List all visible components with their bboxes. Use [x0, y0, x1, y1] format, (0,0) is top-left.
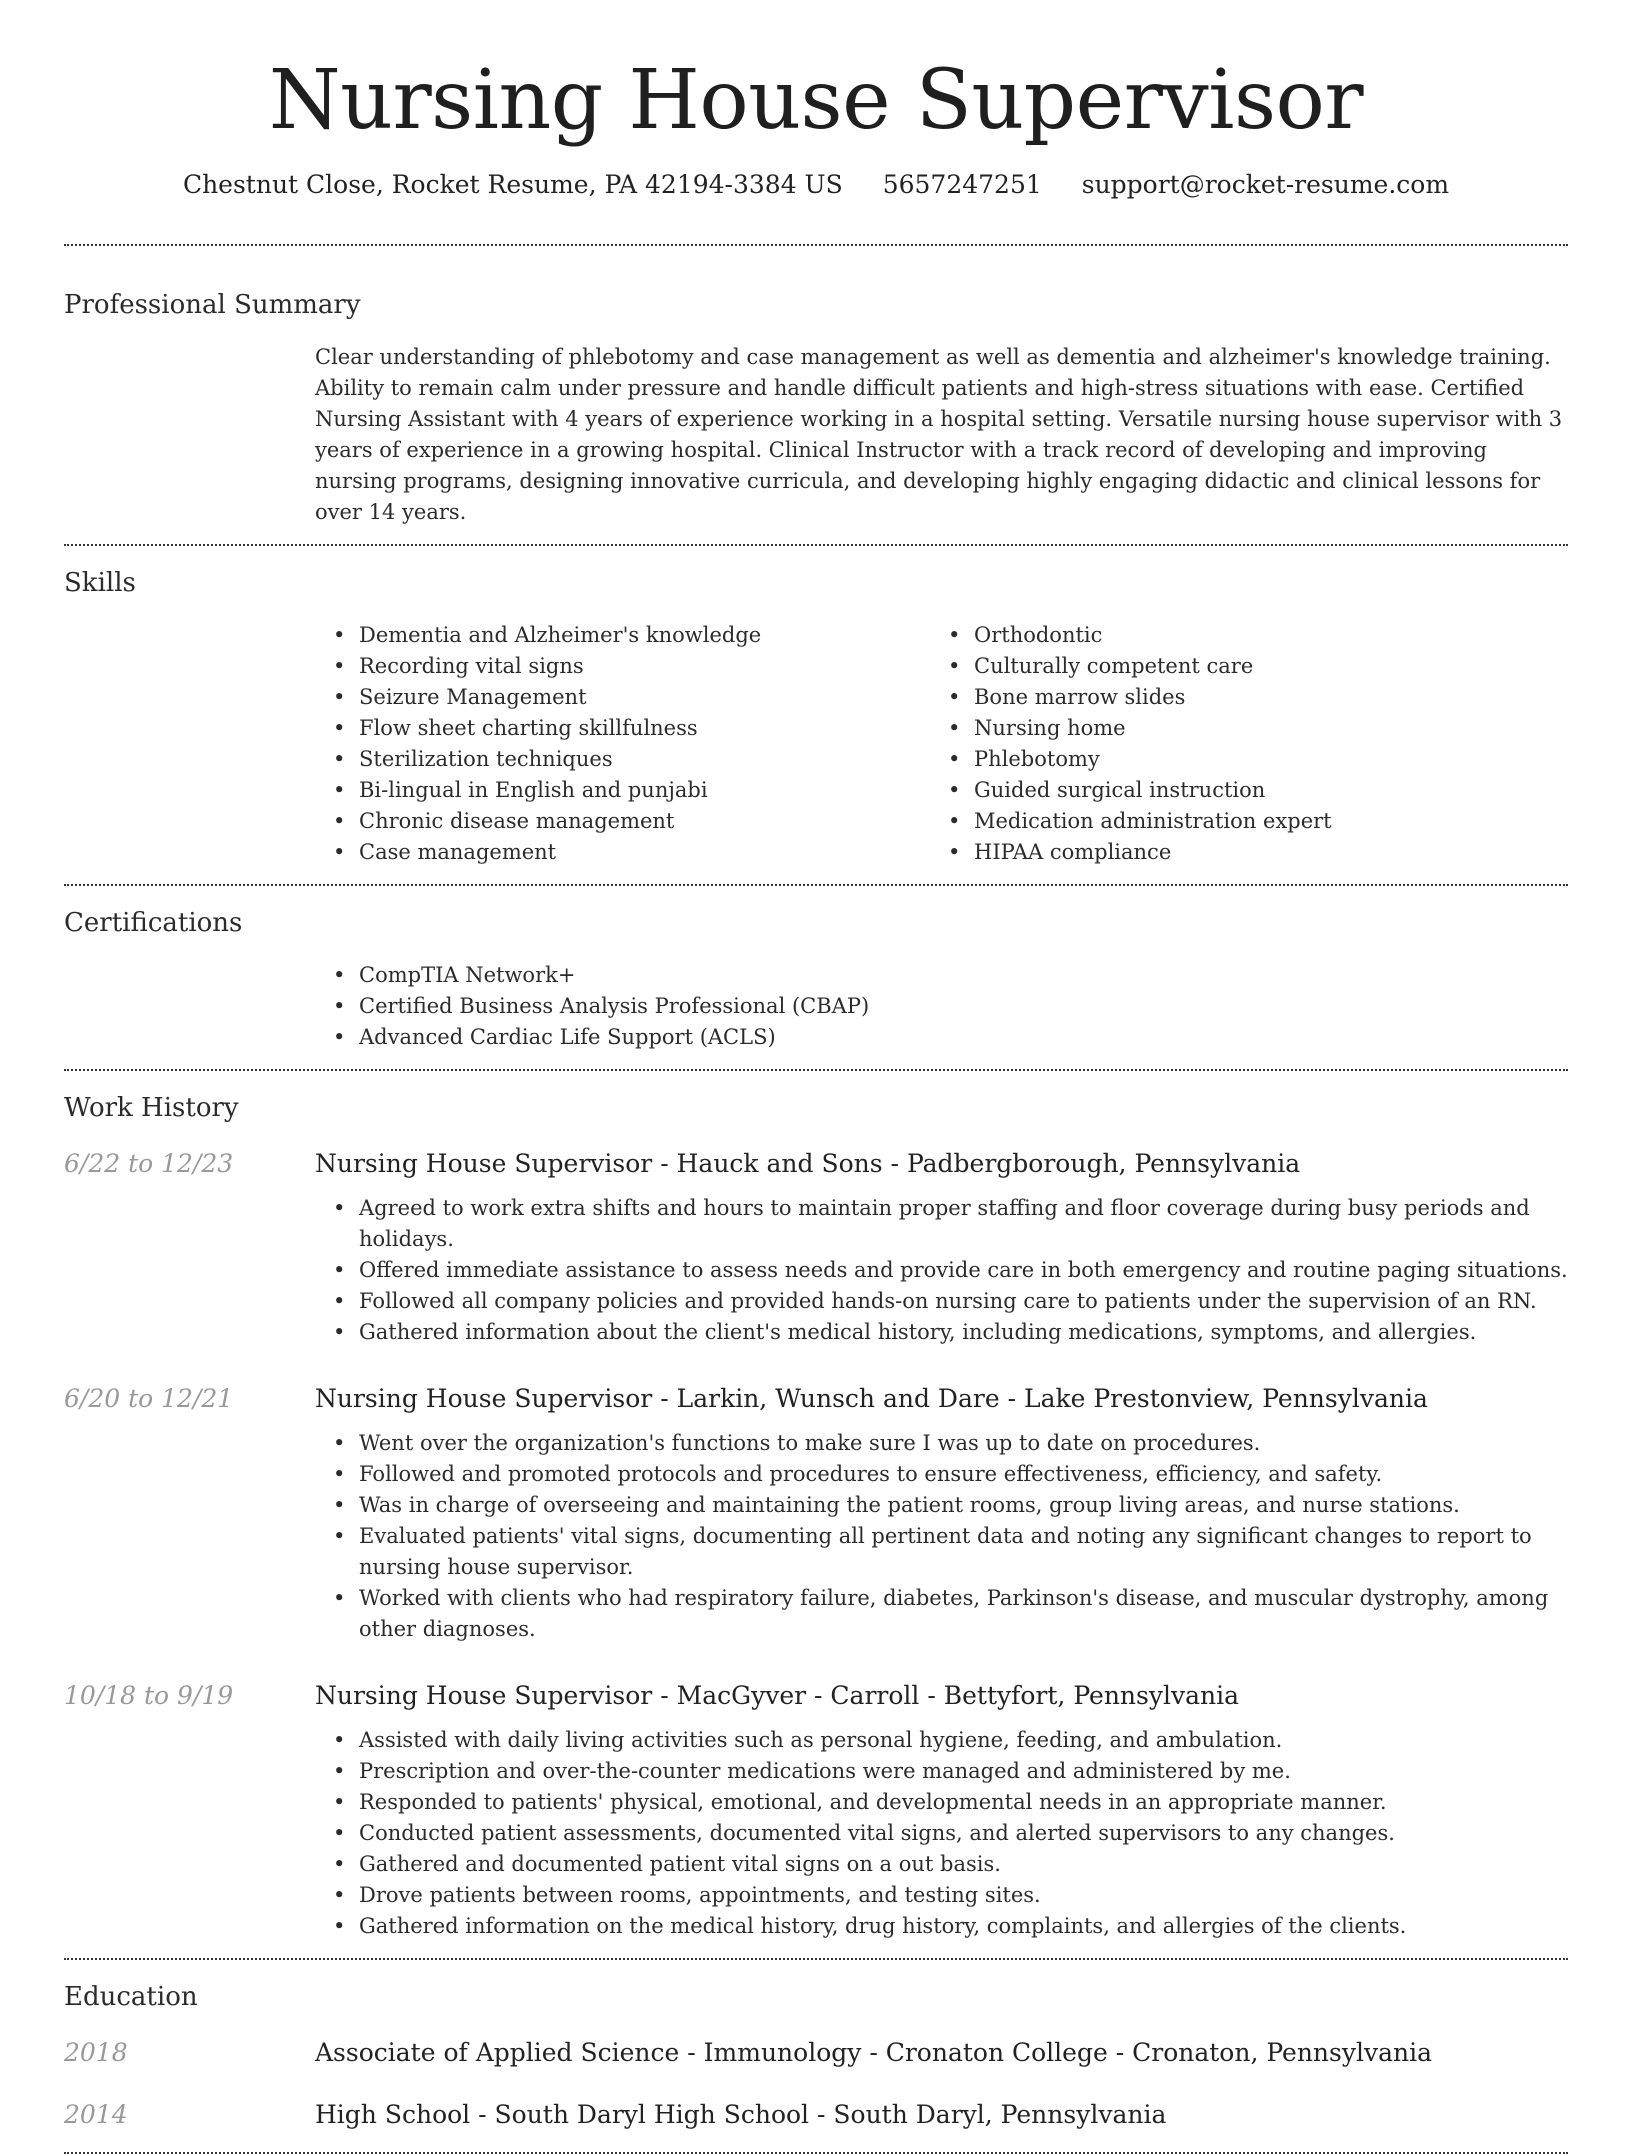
resume-page — [64, 0, 1568, 2129]
job-company: Larkin, Wunsch and Dare — [676, 1384, 1000, 1413]
job-duty-item: • Gathered information on the medical history, drug history, complaints, and allergies of the clients. — [315, 1911, 1568, 1942]
job-entry — [64, 1147, 1568, 1348]
job-role: Nursing House Supervisor — [315, 1149, 653, 1178]
section-title-skills: Skills — [64, 568, 136, 598]
divider — [64, 1958, 1568, 1960]
education-list — [64, 2036, 1568, 2132]
phone: 5657247251 — [882, 170, 1042, 199]
skill-item: • Guided surgical instruction — [930, 775, 1545, 806]
section-title-certifications: Certifications — [64, 908, 243, 938]
job-dates: 6/22 to 12/23 — [64, 1149, 234, 1178]
skills-list-left — [315, 620, 930, 868]
job-duty-item: • Was in charge of overseeing and maintaining the patient rooms, group living areas, and nurse stations. — [315, 1490, 1568, 1521]
job-duty-item: • Gathered and documented patient vital signs on a out basis. — [315, 1849, 1568, 1880]
education-entry — [64, 2036, 1568, 2070]
job-duties-list — [315, 1428, 1568, 1645]
job-duty-item: • Drove patients between rooms, appointments, and testing sites. — [315, 1880, 1568, 1911]
job-duty-item: • Followed and promoted protocols and procedures to ensure effectiveness, efficiency, and safety. — [315, 1459, 1568, 1490]
skill-item: • Flow sheet charting skillfulness — [315, 713, 930, 744]
job-role: Nursing House Supervisor — [315, 1384, 653, 1413]
education-school: Cronaton College — [885, 2038, 1108, 2067]
skill-item: • Chronic disease management — [315, 806, 930, 837]
job-heading: Nursing House Supervisor - Larkin, Wunsch and Dare - Lake Prestonview, Pennsylvania — [315, 1384, 1428, 1413]
job-heading: Nursing House Supervisor - Hauck and Sons - Padbergborough, Pennsylvania — [315, 1149, 1301, 1178]
job-duties-list — [315, 1193, 1568, 1348]
certification-item: • Certified Business Analysis Professional (CBAP) — [315, 991, 1568, 1022]
education-school: South Daryl High School — [494, 2100, 810, 2129]
job-role: Nursing House Supervisor — [315, 1681, 653, 1710]
skill-item: • HIPAA compliance — [930, 837, 1545, 868]
section-title-education: Education — [64, 1982, 198, 2012]
job-heading: Nursing House Supervisor - MacGyver - Carroll - Bettyfort, Pennsylvania — [315, 1681, 1240, 1710]
skill-item: • Culturally competent care — [930, 651, 1545, 682]
job-entry — [64, 1679, 1568, 1942]
divider — [64, 244, 1568, 246]
skill-item: • Dementia and Alzheimer's knowledge — [315, 620, 930, 651]
skill-item: • Bi-lingual in English and punjabi — [315, 775, 930, 806]
job-duty-item: • Conducted patient assessments, documented vital signs, and alerted supervisors to any changes. — [315, 1818, 1568, 1849]
job-duty-item: • Agreed to work extra shifts and hours to maintain proper staffing and floor coverage during busy periods and holidays. — [315, 1193, 1568, 1255]
job-company: MacGyver - Carroll — [676, 1681, 920, 1710]
job-duty-item: • Offered immediate assistance to assess needs and provide care in both emergency and routine paging situations. — [315, 1255, 1568, 1286]
section-summary — [64, 288, 1568, 528]
job-duty-item: • Responded to patients' physical, emotional, and developmental needs in an appropriate manner. — [315, 1787, 1568, 1818]
job-dates: 10/18 to 9/19 — [64, 1681, 234, 1710]
section-title-work-history: Work History — [64, 1093, 239, 1123]
certifications-list — [315, 960, 1568, 1053]
skill-item: • Seizure Management — [315, 682, 930, 713]
email: support@rocket-resume.com — [1081, 170, 1450, 199]
certification-item: • CompTIA Network+ — [315, 960, 1568, 991]
education-entry — [64, 2098, 1568, 2132]
skill-item: • Medication administration expert — [930, 806, 1545, 837]
certification-item: • Advanced Cardiac Life Support (ACLS) — [315, 1022, 1568, 1053]
education-date: 2018 — [64, 2038, 128, 2067]
section-title-summary: Professional Summary — [64, 290, 361, 320]
education-location: South Daryl, Pennsylvania — [833, 2100, 1167, 2129]
education-date: 2014 — [64, 2100, 128, 2129]
summary-text: Clear understanding of phlebotomy and case management as well as dementia and alzheimer's knowledge training. Ability to remain calm under pressure and handle difficult patients and high-stress situations with ease. Certified Nursing Assistant with 4 years of experience working in a hospital setting. Versatile nursing house supervisor with 3 years of experience in a growing hospital. Clinical Instructor with a track record of developing and improving nursing programs, designing innovative curricula, and developing highly engaging didactic and clinical lessons for over 14 years. — [315, 345, 1563, 524]
job-location: Padbergborough, Pennsylvania — [906, 1149, 1301, 1178]
job-details — [315, 1147, 1568, 1348]
job-duty-item: • Followed all company policies and provided hands-on nursing care to patients under the supervision of an RN. — [315, 1286, 1568, 1317]
candidate-name: Nursing House Supervisor — [268, 53, 1364, 148]
job-duty-item: • Assisted with daily living activities such as personal hygiene, feeding, and ambulation. — [315, 1725, 1568, 1756]
section-work-history — [64, 1091, 1568, 1942]
skill-item: • Nursing home — [930, 713, 1545, 744]
job-dates: 6/20 to 12/21 — [64, 1384, 234, 1413]
skill-item: • Case management — [315, 837, 930, 868]
skill-item: • Sterilization techniques — [315, 744, 930, 775]
skills-columns — [315, 620, 1568, 868]
job-duty-item: • Went over the organization's functions to make sure I was up to date on procedures. — [315, 1428, 1568, 1459]
skills-list-right — [930, 620, 1545, 868]
section-skills — [64, 566, 1568, 868]
education-degree: Associate of Applied Science - Immunology — [315, 2038, 862, 2067]
job-duties-list — [315, 1725, 1568, 1942]
job-entry — [64, 1382, 1568, 1645]
contact-line — [64, 168, 1568, 202]
job-company: Hauck and Sons — [676, 1149, 883, 1178]
job-duty-item: • Worked with clients who had respiratory failure, diabetes, Parkinson's disease, and muscular dystrophy, among other diagnoses. — [315, 1583, 1568, 1645]
job-duty-item: • Gathered information about the client's medical history, including medications, symptoms, and allergies. — [315, 1317, 1568, 1348]
job-location: Bettyfort, Pennsylvania — [943, 1681, 1240, 1710]
resume-header — [64, 52, 1568, 202]
jobs-list — [64, 1147, 1568, 1942]
education-degree: High School — [315, 2100, 471, 2129]
certifications-block — [315, 960, 1568, 1053]
skill-item: • Recording vital signs — [315, 651, 930, 682]
job-details — [315, 1679, 1568, 1942]
address: Chestnut Close, Rocket Resume, PA 42194-3384 US — [182, 170, 843, 199]
education-location: Cronaton, Pennsylvania — [1132, 2038, 1433, 2067]
education-details: Associate of Applied Science - Immunology - Cronaton College - Cronaton, Pennsylvania — [315, 2038, 1433, 2067]
skill-item: • Bone marrow slides — [930, 682, 1545, 713]
section-certifications — [64, 906, 1568, 1053]
job-duty-item: • Evaluated patients' vital signs, documenting all pertinent data and noting any significant changes to report to nursing house supervisor. — [315, 1521, 1568, 1583]
skill-item: • Phlebotomy — [930, 744, 1545, 775]
job-duty-item: • Prescription and over-the-counter medications were managed and administered by me. — [315, 1756, 1568, 1787]
skill-item: • Orthodontic — [930, 620, 1545, 651]
job-location: Lake Prestonview, Pennsylvania — [1023, 1384, 1428, 1413]
divider — [64, 544, 1568, 546]
divider — [64, 1069, 1568, 1071]
education-details: High School - South Daryl High School - South Daryl, Pennsylvania — [315, 2100, 1167, 2129]
divider — [64, 884, 1568, 886]
job-details — [315, 1382, 1568, 1645]
section-education — [64, 1980, 1568, 2132]
